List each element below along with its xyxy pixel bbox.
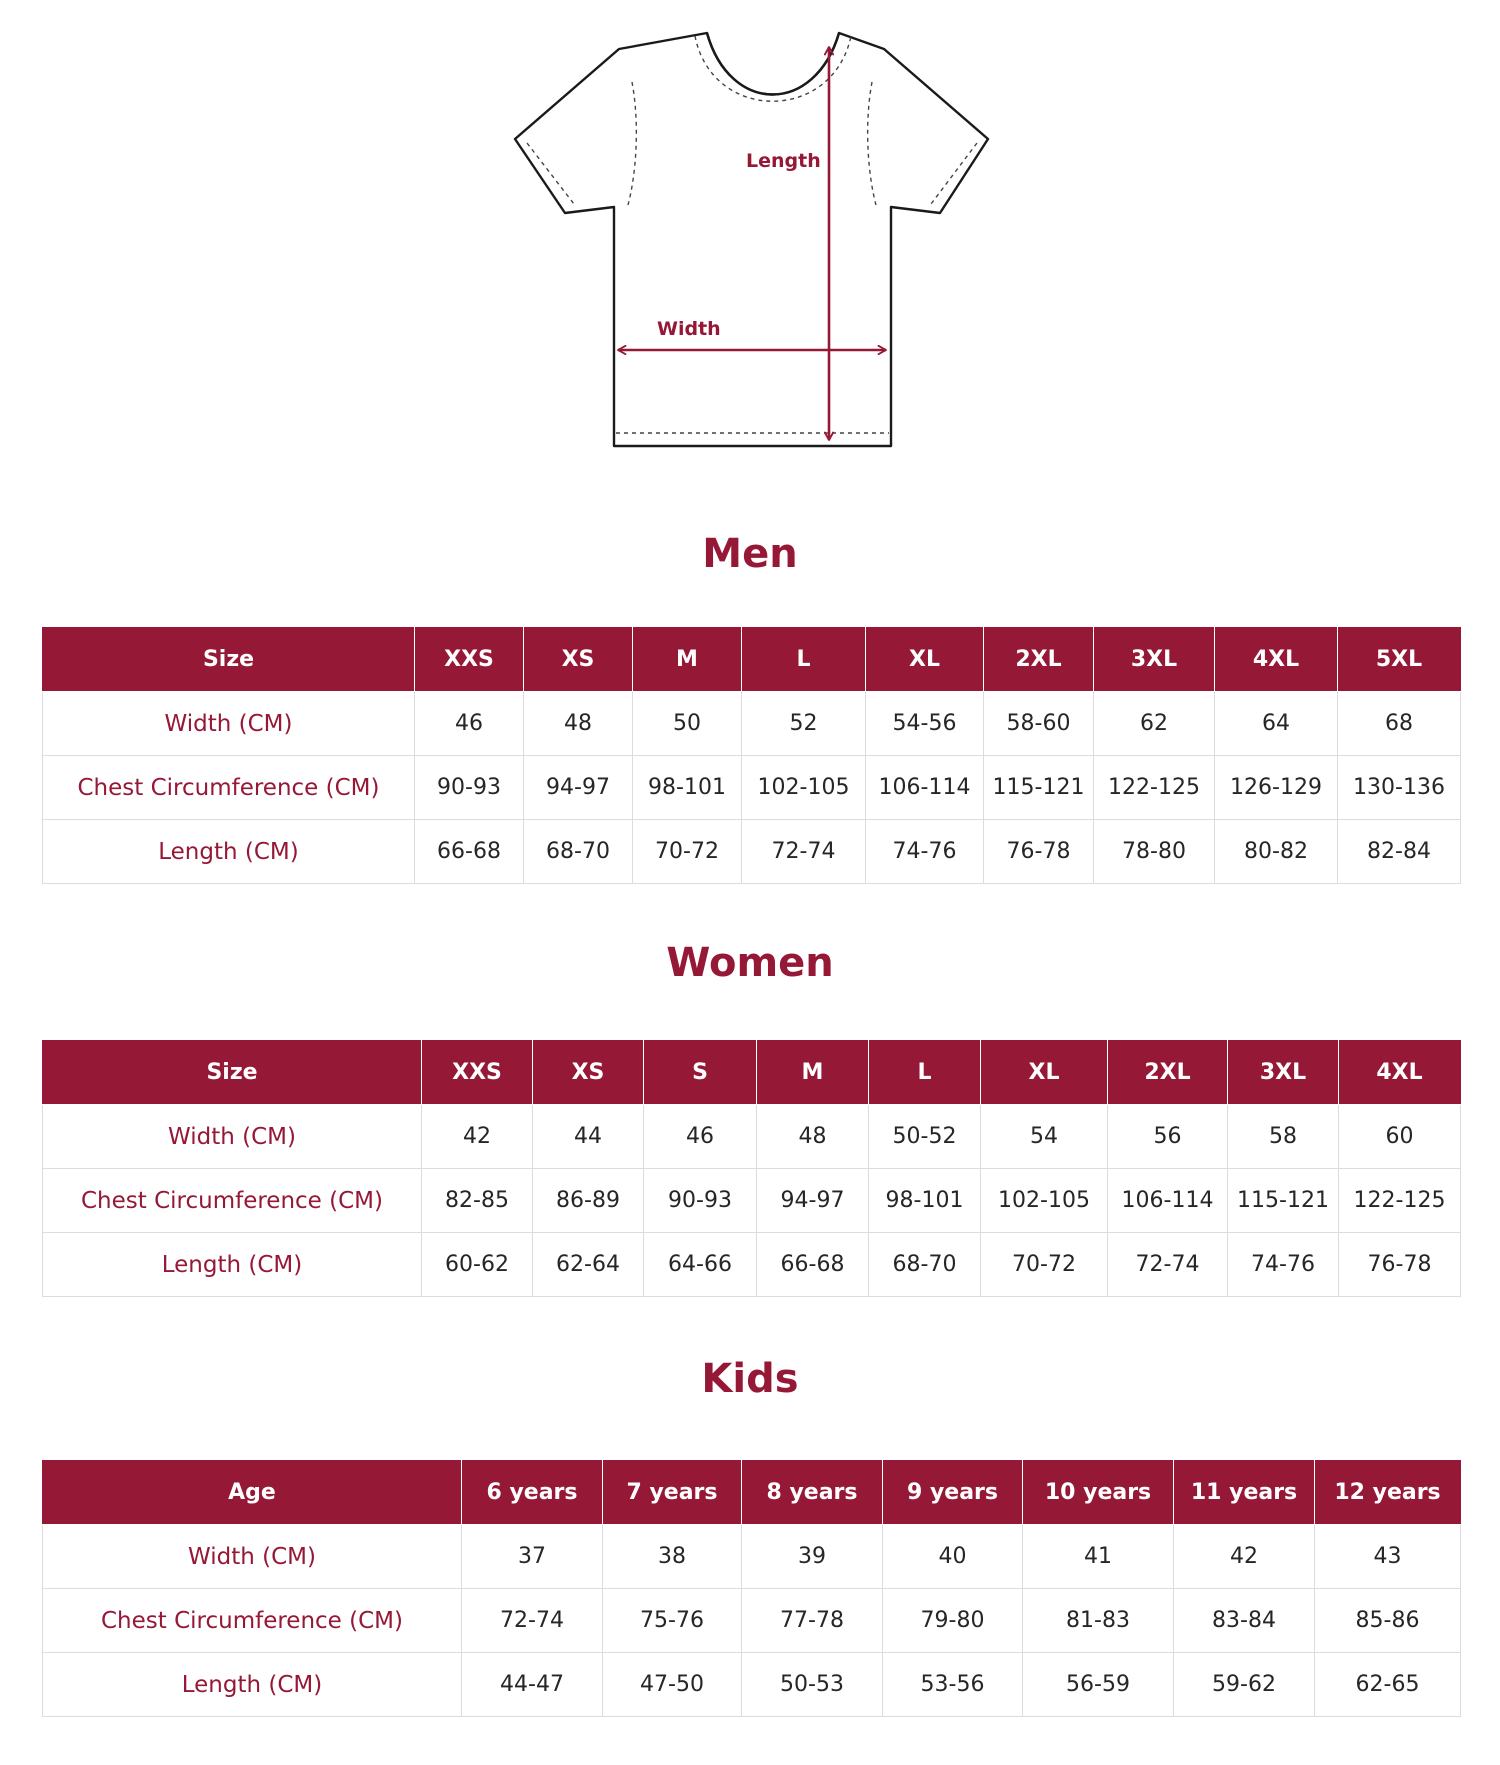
measurement-cell: 62-65 xyxy=(1315,1653,1461,1717)
measurement-cell: 72-74 xyxy=(742,820,866,884)
measurement-cell: 68-70 xyxy=(869,1233,981,1297)
measurement-cell: 81-83 xyxy=(1023,1589,1174,1653)
table-header-row xyxy=(43,628,1461,692)
table-header-row xyxy=(43,1041,1461,1105)
header-size-cell: 5XL xyxy=(1338,628,1461,692)
tshirt-outline-icon xyxy=(0,0,1500,470)
measurement-cell: 115-121 xyxy=(984,756,1094,820)
measurement-cell: 80-82 xyxy=(1215,820,1338,884)
men-size-table xyxy=(42,627,1461,884)
header-label-cell: Size xyxy=(43,628,415,692)
measurement-cell: 37 xyxy=(462,1525,603,1589)
header-size-cell: 10 years xyxy=(1023,1461,1174,1525)
row-label-cell: Length (CM) xyxy=(43,1233,422,1297)
measurement-cell: 54 xyxy=(981,1105,1108,1169)
header-size-cell: 3XL xyxy=(1094,628,1215,692)
measurement-cell: 58-60 xyxy=(984,692,1094,756)
measurement-cell: 98-101 xyxy=(869,1169,981,1233)
table-row xyxy=(43,1233,1461,1297)
measurement-cell: 50 xyxy=(633,692,742,756)
measurement-cell: 98-101 xyxy=(633,756,742,820)
measurement-cell: 64 xyxy=(1215,692,1338,756)
measurement-cell: 42 xyxy=(1174,1525,1315,1589)
measurement-cell: 72-74 xyxy=(462,1589,603,1653)
header-size-cell: 3XL xyxy=(1228,1041,1339,1105)
measurement-cell: 40 xyxy=(883,1525,1023,1589)
measurement-cell: 64-66 xyxy=(644,1233,757,1297)
kids-size-table xyxy=(42,1460,1461,1717)
measurement-cell: 75-76 xyxy=(603,1589,742,1653)
row-label-cell: Width (CM) xyxy=(43,1525,462,1589)
measurement-cell: 102-105 xyxy=(742,756,866,820)
measurement-cell: 115-121 xyxy=(1228,1169,1339,1233)
header-size-cell: 8 years xyxy=(742,1461,883,1525)
measurement-cell: 62-64 xyxy=(533,1233,644,1297)
table-row xyxy=(43,1653,1461,1717)
header-size-cell: S xyxy=(644,1041,757,1105)
measurement-cell: 94-97 xyxy=(524,756,633,820)
row-label-cell: Chest Circumference (CM) xyxy=(43,756,415,820)
measurement-cell: 76-78 xyxy=(1339,1233,1461,1297)
measurement-cell: 44-47 xyxy=(462,1653,603,1717)
table-row xyxy=(43,1169,1461,1233)
measurement-cell: 122-125 xyxy=(1339,1169,1461,1233)
tshirt-diagram xyxy=(0,0,1500,470)
measurement-cell: 74-76 xyxy=(866,820,984,884)
header-label-cell: Age xyxy=(43,1461,462,1525)
row-label-cell: Length (CM) xyxy=(43,1653,462,1717)
header-size-cell: XL xyxy=(866,628,984,692)
measurement-cell: 47-50 xyxy=(603,1653,742,1717)
header-size-cell: 7 years xyxy=(603,1461,742,1525)
measurement-cell: 42 xyxy=(422,1105,533,1169)
measurement-cell: 70-72 xyxy=(981,1233,1108,1297)
measurement-cell: 41 xyxy=(1023,1525,1174,1589)
row-label-cell: Chest Circumference (CM) xyxy=(43,1169,422,1233)
measurement-cell: 68-70 xyxy=(524,820,633,884)
header-size-cell: 9 years xyxy=(883,1461,1023,1525)
header-size-cell: 2XL xyxy=(1108,1041,1228,1105)
measurement-cell: 66-68 xyxy=(415,820,524,884)
header-size-cell: M xyxy=(757,1041,869,1105)
header-size-cell: 6 years xyxy=(462,1461,603,1525)
measurement-cell: 68 xyxy=(1338,692,1461,756)
men-section-title: Men xyxy=(702,531,798,577)
header-size-cell: XL xyxy=(981,1041,1108,1105)
header-size-cell: XXS xyxy=(422,1041,533,1105)
header-size-cell: L xyxy=(742,628,866,692)
measurement-cell: 54-56 xyxy=(866,692,984,756)
header-size-cell: 11 years xyxy=(1174,1461,1315,1525)
measurement-cell: 50-53 xyxy=(742,1653,883,1717)
measurement-cell: 52 xyxy=(742,692,866,756)
measurement-cell: 38 xyxy=(603,1525,742,1589)
row-label-cell: Width (CM) xyxy=(43,1105,422,1169)
measurement-cell: 90-93 xyxy=(415,756,524,820)
measurement-cell: 74-76 xyxy=(1228,1233,1339,1297)
header-size-cell: 4XL xyxy=(1215,628,1338,692)
measurement-cell: 50-52 xyxy=(869,1105,981,1169)
measurement-cell: 53-56 xyxy=(883,1653,1023,1717)
measurement-cell: 56 xyxy=(1108,1105,1228,1169)
measurement-cell: 46 xyxy=(415,692,524,756)
measurement-cell: 85-86 xyxy=(1315,1589,1461,1653)
women-size-table xyxy=(42,1040,1461,1297)
length-label: Length xyxy=(746,150,821,172)
measurement-cell: 43 xyxy=(1315,1525,1461,1589)
row-label-cell: Chest Circumference (CM) xyxy=(43,1589,462,1653)
kids-section-title: Kids xyxy=(701,1356,799,1402)
measurement-cell: 56-59 xyxy=(1023,1653,1174,1717)
header-size-cell: 4XL xyxy=(1339,1041,1461,1105)
measurement-cell: 130-136 xyxy=(1338,756,1461,820)
measurement-cell: 82-84 xyxy=(1338,820,1461,884)
table-row xyxy=(43,692,1461,756)
measurement-cell: 59-62 xyxy=(1174,1653,1315,1717)
measurement-cell: 66-68 xyxy=(757,1233,869,1297)
table-header-row xyxy=(43,1461,1461,1525)
row-label-cell: Length (CM) xyxy=(43,820,415,884)
header-size-cell: 2XL xyxy=(984,628,1094,692)
header-label-cell: Size xyxy=(43,1041,422,1105)
measurement-cell: 60-62 xyxy=(422,1233,533,1297)
header-size-cell: XS xyxy=(533,1041,644,1105)
measurement-cell: 126-129 xyxy=(1215,756,1338,820)
table-row xyxy=(43,820,1461,884)
measurement-cell: 90-93 xyxy=(644,1169,757,1233)
measurement-cell: 106-114 xyxy=(866,756,984,820)
measurement-cell: 122-125 xyxy=(1094,756,1215,820)
measurement-cell: 62 xyxy=(1094,692,1215,756)
measurement-cell: 83-84 xyxy=(1174,1589,1315,1653)
measurement-cell: 48 xyxy=(757,1105,869,1169)
measurement-cell: 86-89 xyxy=(533,1169,644,1233)
header-size-cell: XXS xyxy=(415,628,524,692)
measurement-cell: 78-80 xyxy=(1094,820,1215,884)
measurement-cell: 76-78 xyxy=(984,820,1094,884)
women-section-title: Women xyxy=(666,940,834,986)
measurement-cell: 77-78 xyxy=(742,1589,883,1653)
measurement-cell: 72-74 xyxy=(1108,1233,1228,1297)
measurement-cell: 39 xyxy=(742,1525,883,1589)
width-label: Width xyxy=(657,318,721,340)
table-row xyxy=(43,1105,1461,1169)
measurement-cell: 48 xyxy=(524,692,633,756)
measurement-cell: 82-85 xyxy=(422,1169,533,1233)
measurement-cell: 70-72 xyxy=(633,820,742,884)
measurement-cell: 102-105 xyxy=(981,1169,1108,1233)
header-size-cell: 12 years xyxy=(1315,1461,1461,1525)
row-label-cell: Width (CM) xyxy=(43,692,415,756)
measurement-cell: 106-114 xyxy=(1108,1169,1228,1233)
measurement-cell: 44 xyxy=(533,1105,644,1169)
table-row xyxy=(43,1525,1461,1589)
measurement-cell: 58 xyxy=(1228,1105,1339,1169)
table-row xyxy=(43,756,1461,820)
measurement-cell: 79-80 xyxy=(883,1589,1023,1653)
header-size-cell: M xyxy=(633,628,742,692)
measurement-cell: 94-97 xyxy=(757,1169,869,1233)
header-size-cell: XS xyxy=(524,628,633,692)
header-size-cell: L xyxy=(869,1041,981,1105)
measurement-cell: 60 xyxy=(1339,1105,1461,1169)
table-row xyxy=(43,1589,1461,1653)
measurement-cell: 46 xyxy=(644,1105,757,1169)
